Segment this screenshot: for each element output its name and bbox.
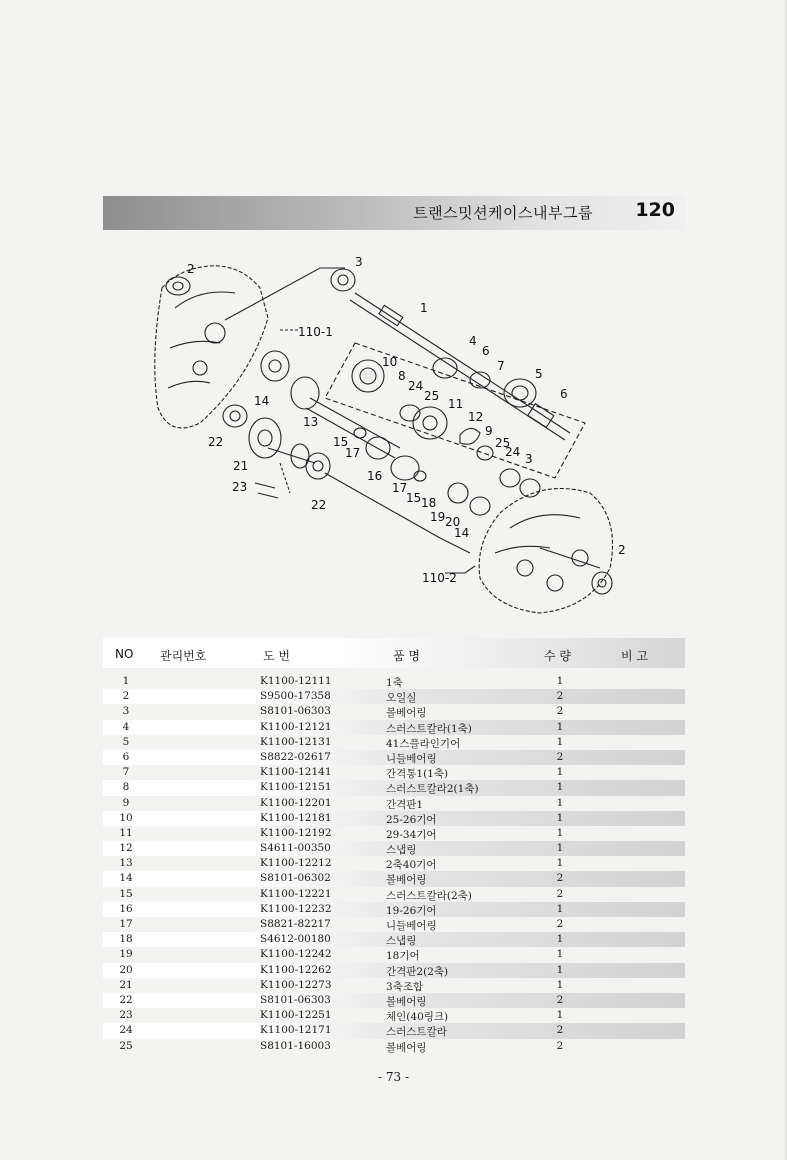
table-row [103, 780, 685, 795]
cell-drawing-number: K1100-12212 [260, 857, 332, 870]
cell-no: 10 [119, 811, 133, 824]
cell-no: 7 [122, 766, 130, 779]
header-remarks: 비 고 [621, 649, 648, 663]
parts-table-body [103, 674, 685, 1054]
cell-no: 1 [122, 675, 130, 687]
group-number: 120 [635, 199, 675, 221]
cell-no: 15 [119, 887, 133, 900]
callout-22: 22 [208, 435, 224, 449]
table-row [103, 917, 685, 932]
cell-part-name: 29-34기어 [386, 828, 437, 841]
cell-quantity: 1 [556, 978, 564, 991]
cell-quantity: 1 [556, 963, 564, 976]
exploded-parts-diagram [140, 248, 650, 623]
cell-no: 19 [119, 948, 133, 961]
cell-part-name: 스러스트칼라2(1축) [386, 783, 479, 796]
section-title: 트랜스밋션케이스내부그룹 [413, 204, 593, 222]
callout-14: 14 [254, 394, 270, 408]
cell-drawing-number: K1100-12141 [260, 766, 332, 779]
table-row [103, 978, 685, 993]
callout-1: 1 [420, 301, 428, 315]
callout-110-2: 110-2 [422, 571, 457, 585]
page-number: - 73 - [377, 1070, 409, 1084]
cell-part-name: 볼베어링 [386, 995, 427, 1008]
callout-2-top: 2 [187, 262, 195, 276]
cell-quantity: 1 [556, 933, 564, 946]
cell-drawing-number: S8101-06303 [260, 705, 331, 718]
table-row [103, 735, 685, 750]
callout-2-bottom: 2 [618, 543, 626, 557]
cell-part-name: 스냅링 [386, 844, 417, 857]
cell-quantity: 1 [556, 948, 564, 961]
cell-no: 16 [119, 902, 133, 915]
cell-drawing-number: S8821-82217 [260, 918, 331, 930]
table-row [103, 1023, 685, 1038]
callout-19: 19 [430, 510, 446, 524]
cell-drawing-number: K1100-12251 [260, 1009, 332, 1022]
cell-drawing-number: K1100-12201 [260, 796, 332, 809]
callout-23: 23 [232, 480, 248, 494]
cell-part-name: 18기어 [386, 950, 420, 963]
cell-part-name: 간격판2(2축) [386, 965, 449, 978]
callout-6: 6 [482, 344, 490, 358]
cell-no: 13 [119, 857, 133, 870]
cell-part-name: 스러스트칼라(2축) [386, 889, 472, 902]
cell-part-name: 스냅링 [386, 935, 417, 948]
cell-quantity: 1 [556, 720, 564, 733]
table-row [103, 932, 685, 947]
cell-part-name: 25-26기어 [386, 813, 437, 826]
cell-part-name: 니들베어링 [386, 752, 437, 765]
cell-drawing-number: K1100-12151 [260, 781, 332, 794]
callout-17: 17 [345, 446, 361, 460]
cell-part-name: 오일실 [386, 692, 417, 705]
parts-table-header [103, 638, 685, 668]
callout-8: 8 [398, 369, 406, 383]
callout-6b: 6 [560, 387, 568, 401]
cell-quantity: 1 [556, 766, 564, 779]
table-row [103, 689, 685, 704]
cell-no: 3 [122, 705, 130, 718]
cell-no: 21 [119, 978, 133, 991]
cell-no: 18 [119, 933, 133, 946]
table-row [103, 902, 685, 917]
table-row [103, 674, 685, 689]
cell-no: 12 [119, 842, 133, 855]
cell-part-name: 볼베어링 [386, 1041, 427, 1054]
section-header [103, 196, 685, 230]
diagram-svg [140, 248, 650, 623]
callout-21: 21 [233, 459, 249, 473]
cell-drawing-number: S8101-06303 [260, 993, 331, 1006]
callout-25: 25 [424, 389, 440, 403]
cell-part-name: 스러스트칼라 [386, 1026, 447, 1039]
callout-13: 13 [303, 415, 319, 429]
cell-drawing-number: S4612-00180 [260, 933, 331, 946]
cell-quantity: 1 [556, 857, 564, 870]
cell-part-name: 19-26기어 [386, 904, 437, 917]
cell-drawing-number: K1100-12171 [260, 1024, 332, 1037]
cell-drawing-number: S4611-00350 [260, 842, 331, 855]
cell-part-name: 1축 [386, 677, 403, 689]
callout-5: 5 [535, 367, 543, 381]
callout-16: 16 [367, 469, 383, 483]
cell-quantity: 2 [556, 750, 564, 763]
cell-quantity: 2 [556, 872, 564, 885]
cell-quantity: 1 [556, 796, 564, 809]
callout-22b: 22 [311, 498, 327, 512]
callout-24: 24 [408, 379, 424, 393]
cell-no: 20 [119, 963, 133, 976]
cell-quantity: 2 [556, 705, 564, 718]
callout-3b: 3 [525, 452, 533, 466]
header-part-name: 품 명 [393, 649, 420, 663]
callout-12: 12 [468, 410, 484, 424]
callout-4: 4 [469, 334, 477, 348]
table-row [103, 841, 685, 856]
cell-part-name: 스러스트칼라(1축) [386, 722, 472, 735]
table-row [103, 704, 685, 719]
table-row [103, 871, 685, 886]
callout-15: 15 [333, 435, 349, 449]
table-row [103, 826, 685, 841]
callout-14b: 14 [454, 526, 470, 540]
cell-quantity: 1 [556, 1009, 564, 1022]
header-no: NO [115, 647, 134, 661]
callout-10: 10 [382, 355, 398, 369]
callout-17b: 17 [392, 481, 408, 495]
table-row [103, 796, 685, 811]
header-quantity: 수 량 [544, 649, 571, 663]
cell-no: 2 [122, 690, 130, 703]
cell-drawing-number: K1100-12273 [260, 978, 332, 991]
cell-drawing-number: K1100-12232 [260, 902, 332, 915]
cell-drawing-number: K1100-12192 [260, 826, 332, 839]
cell-no: 8 [122, 781, 130, 794]
cell-part-name: 3축조합 [386, 980, 424, 993]
callout-15b: 15 [406, 491, 422, 505]
cell-part-name: 간격통1(1축) [386, 768, 449, 781]
cell-part-name: 41스플라인기어 [386, 737, 461, 750]
table-row [103, 750, 685, 765]
cell-drawing-number: K1100-12111 [260, 675, 332, 687]
cell-no: 11 [119, 826, 133, 839]
cell-no: 9 [122, 796, 130, 809]
cell-quantity: 2 [556, 918, 564, 930]
cell-drawing-number: S8822-02617 [260, 750, 331, 763]
cell-quantity: 1 [556, 811, 564, 824]
cell-part-name: 간격판1 [386, 798, 424, 811]
cell-no: 24 [119, 1024, 133, 1037]
cell-drawing-number: K1100-12121 [260, 720, 332, 733]
cell-drawing-number: K1100-12131 [260, 735, 332, 748]
cell-no: 4 [122, 720, 130, 733]
callout-110-1: 110-1 [298, 325, 333, 339]
callout-3: 3 [355, 255, 363, 269]
cell-part-name: 체인(40링크) [386, 1011, 449, 1024]
cell-drawing-number: K1100-12262 [260, 963, 332, 976]
cell-no: 6 [122, 750, 130, 763]
table-row [103, 947, 685, 962]
cell-no: 14 [119, 872, 133, 885]
cell-drawing-number: K1100-12242 [260, 948, 332, 961]
cell-quantity: 1 [556, 826, 564, 839]
cell-quantity: 1 [556, 842, 564, 855]
cell-part-name: 볼베어링 [386, 874, 427, 887]
cell-drawing-number: S8101-16003 [260, 1039, 331, 1052]
table-row [103, 1008, 685, 1023]
table-row [103, 1039, 685, 1054]
callout-24b: 24 [505, 445, 521, 459]
callout-9: 9 [485, 424, 493, 438]
table-row [103, 887, 685, 902]
cell-quantity: 2 [556, 887, 564, 900]
table-row [103, 811, 685, 826]
cell-no: 22 [119, 993, 133, 1006]
cell-quantity: 1 [556, 781, 564, 794]
cell-part-name: 니들베어링 [386, 920, 437, 932]
cell-part-name: 볼베어링 [386, 707, 427, 720]
cell-drawing-number: S8101-06302 [260, 872, 331, 885]
table-row [103, 720, 685, 735]
callout-11: 11 [448, 397, 464, 411]
table-row [103, 765, 685, 780]
cell-no: 25 [119, 1039, 133, 1052]
cell-quantity: 1 [556, 675, 564, 687]
callout-25b: 25 [495, 436, 511, 450]
cell-drawing-number: S9500-17358 [260, 690, 331, 703]
header-drawing-number: 도 번 [263, 649, 290, 663]
callout-20: 20 [445, 515, 461, 529]
cell-quantity: 2 [556, 690, 564, 703]
callout-18: 18 [421, 496, 437, 510]
cell-quantity: 1 [556, 735, 564, 748]
cell-quantity: 1 [556, 902, 564, 915]
cell-quantity: 2 [556, 993, 564, 1006]
callout-7: 7 [497, 359, 505, 373]
header-mgmt-number: 관리번호 [160, 649, 207, 663]
cell-quantity: 2 [556, 1039, 564, 1052]
table-row [103, 993, 685, 1008]
cell-drawing-number: K1100-12181 [260, 811, 332, 824]
cell-drawing-number: K1100-12221 [260, 887, 332, 900]
cell-part-name: 2축40기어 [386, 859, 437, 872]
table-row [103, 856, 685, 871]
cell-quantity: 2 [556, 1024, 564, 1037]
cell-no: 5 [122, 735, 130, 748]
cell-no: 17 [119, 918, 133, 930]
cell-no: 23 [119, 1009, 133, 1022]
table-row [103, 963, 685, 978]
